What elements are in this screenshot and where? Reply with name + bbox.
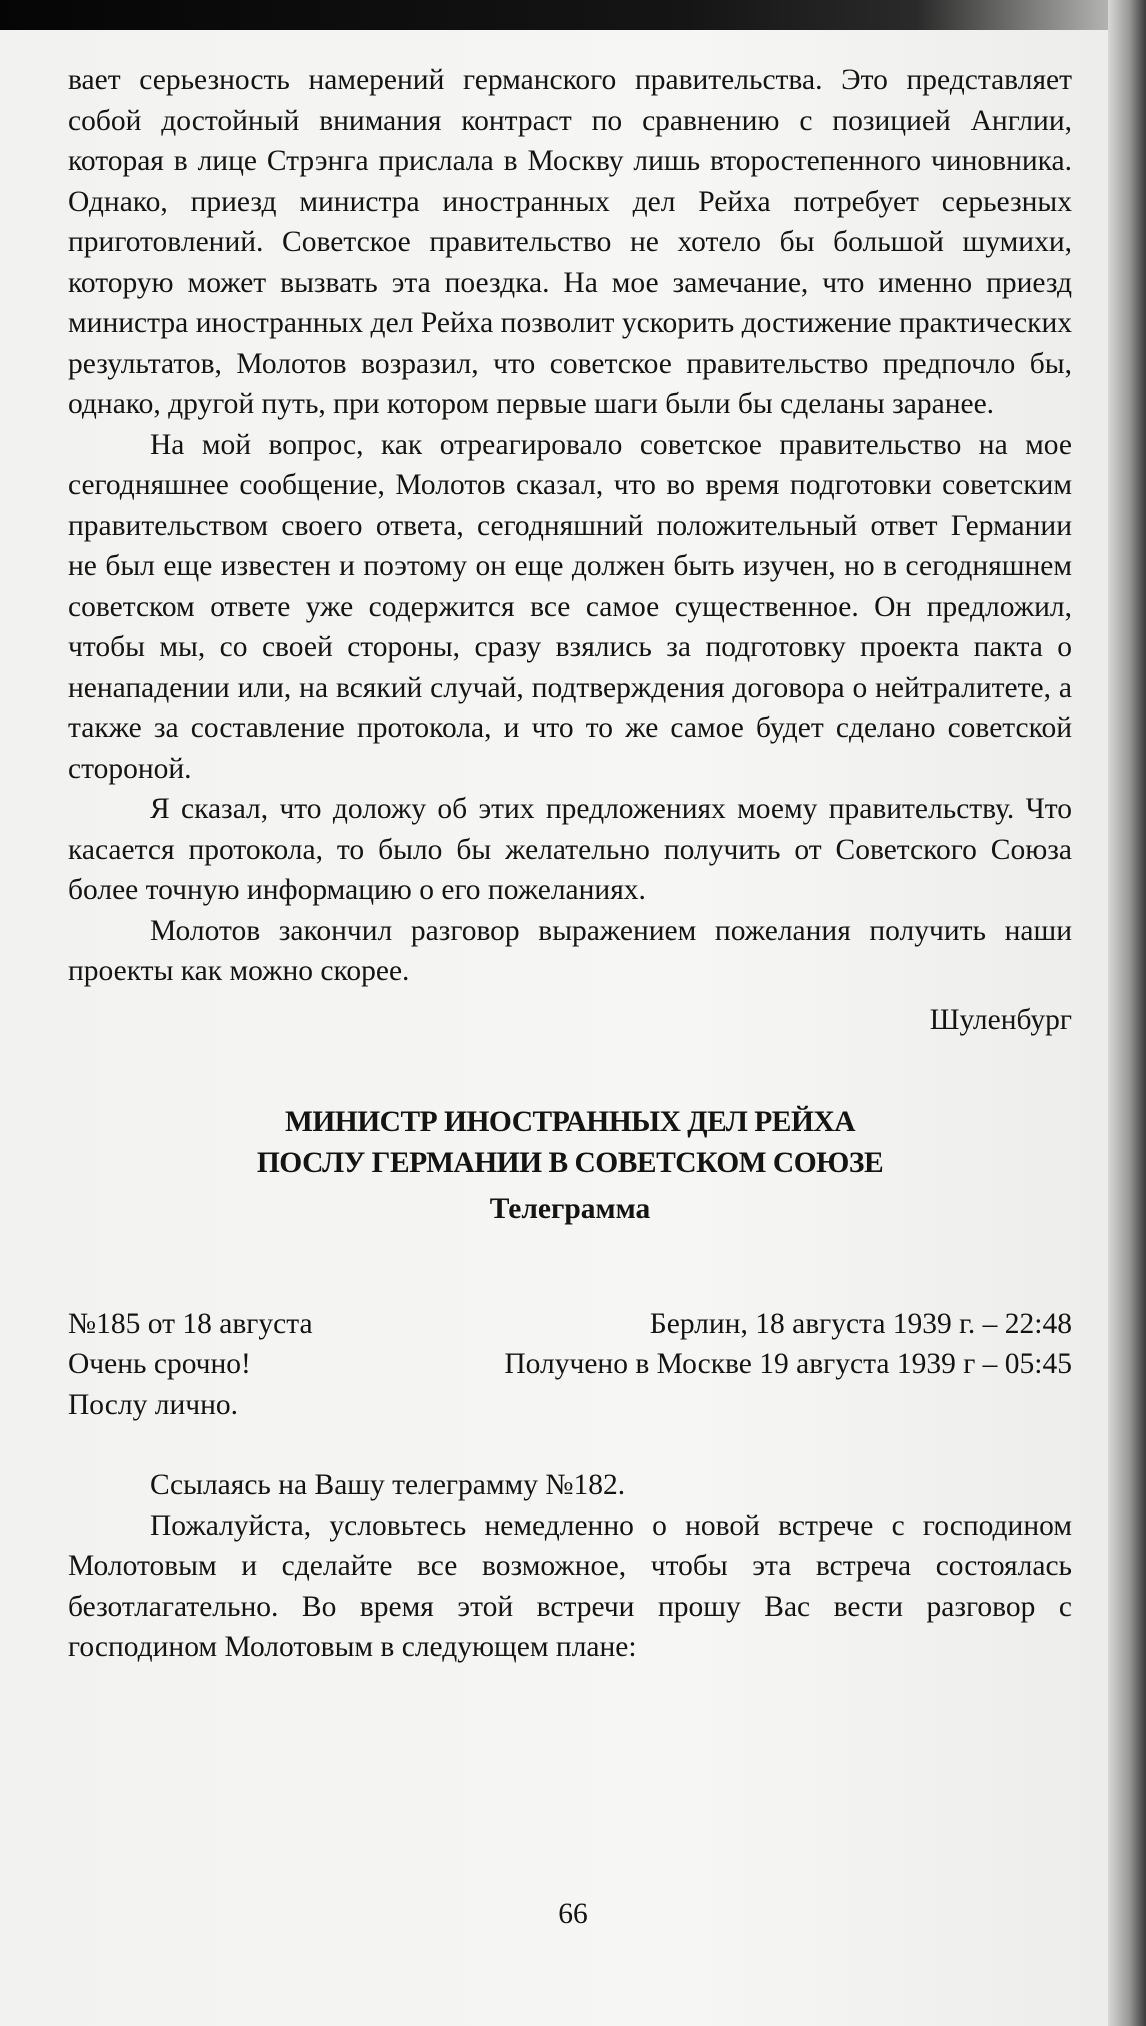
paragraph-continuation: вает серьезность намерений германского правительства. Это представляет собой достойный внимания контраст по сравнению с позицией Англии, которая в лице Стрэнга прислала в Москву лишь второстепенного чиновника. Однако, приезд министра иностранных дел Рейха потребует серьезных приготовлений. Советское правительство не хотело бы большой шумихи, которую может вызвать эта поездка. На мое замечание, что именно приезд министра иностранных дел Рейха позволит ускорить достижение практических результатов, Молотов возразил, что советское правительство предпочло бы, однако, другой путь, при котором первые шаги были бы сделаны заранее. xyxy=(68,64,1072,420)
telegram-received: Получено в Москве 19 августа 1939 г – 05:45 xyxy=(504,1348,1072,1380)
document-body xyxy=(68,60,1072,1668)
telegram-heading-recipient: ПОСЛУ ГЕРМАНИИ В СОВЕТСКОМ СОЮЗЕ xyxy=(256,1146,884,1179)
meta-row-personal xyxy=(68,1385,1072,1426)
telegram-number: №185 от 18 августа xyxy=(68,1307,313,1340)
paragraph-reference: Ссылаясь на Вашу телеграмму №182. xyxy=(150,1469,626,1501)
paragraph-molotov-response: На мой вопрос, как отреагировало советское правительство на мое сегодняшнее сообщение, Молотов сказал, что во время подготовки советским правительством своего ответа, сегодняшний положительный ответ Германии не был еще известен и поэтому он еще должен быть изучен, но в сегодняшнем советском ответе уже содержится все самое существенное. Он предложил, чтобы мы, со своей стороны, сразу взялись за подготовку проекта пакта о ненападении или, на всякий случай, подтверждения договора о нейтралитете, а также за составление протокола, и что то же самое будет сделано советской стороной. xyxy=(68,428,1072,785)
scan-top-edge xyxy=(0,0,1146,30)
telegram-urgency: Очень срочно! xyxy=(68,1348,251,1380)
telegram-sent: Берлин, 18 августа 1939 г. – 22:48 xyxy=(649,1307,1072,1340)
telegram-doc-type: Телеграмма xyxy=(489,1193,651,1225)
paragraph-conclusion: Молотов закончил разговор выражением пожелания получить наши проекты как можно скорее. xyxy=(68,914,1072,987)
book-binding-edge xyxy=(1108,0,1146,2026)
paragraph-report-to-government: Я сказал, что доложу об этих предложениях моему правительству. Что касается протокола, то было бы желательно получить от Советского Союза более точную информацию о его пожеланиях. xyxy=(68,793,1072,906)
meta-row-urgency xyxy=(68,1344,1072,1385)
telegram-personal: Послу лично. xyxy=(68,1388,238,1421)
page-number: 66 xyxy=(558,1898,588,1930)
meta-row-number xyxy=(68,1304,1072,1345)
paragraph-instructions: Пожалуйста, условьтесь немедленно о новой встрече с господином Молотовым и сделайте все возможное, чтобы эта встреча состоялась безотлагательно. Во время этой встречи прошу Вас вести разговор с господином Молотовым в следующем плане: xyxy=(68,1509,1072,1663)
signature: Шуленбург xyxy=(929,1003,1072,1036)
telegram-meta xyxy=(68,1304,1072,1426)
telegram-heading-sender: МИНИСТР ИНОСТРАННЫХ ДЕЛ РЕЙХА xyxy=(284,1106,855,1138)
